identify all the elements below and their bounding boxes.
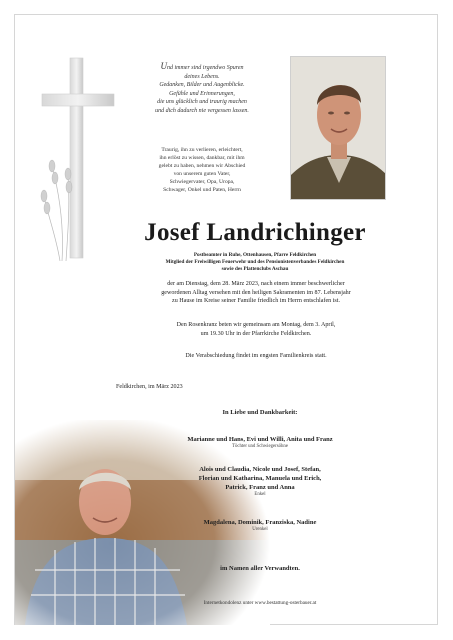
poem-line-4: die uns glücklich und traurig machen	[157, 99, 247, 106]
death-line: zu Hause im Kreise seiner Familie friedlich im Herrn entschlafen ist.	[171, 298, 341, 305]
tribute-line: Traurig, ihn zu verlieren, erleichtert,	[161, 147, 243, 153]
poem	[118, 62, 286, 116]
great-grandchildren-role: Urenkel	[252, 527, 268, 532]
tribute-line: Schwiegervater, Opa, Uropa,	[169, 179, 235, 186]
children-names: Marianne und Hans, Evi und Willi, Anita und Franz	[187, 436, 333, 443]
farewell-notice: Die Verabschiedung findet im engsten Familienkreis statt.	[185, 353, 327, 359]
cross-wheat-icon	[40, 56, 120, 266]
poem-line-1: deines Lebens.	[184, 73, 220, 80]
rosary-notice	[96, 321, 416, 338]
poem-line-0: nd immer sind irgendwo Spuren	[166, 65, 244, 71]
tribute-line: von unserem guten Vater,	[173, 171, 231, 178]
tribute-line: Schwager, Onkel und Paten, Herrn	[163, 187, 241, 194]
tribute-line: ihn erlöst zu wissen, dankbar, mit ihm	[159, 155, 245, 162]
grandchildren-line: Patrick, Franz und Anna	[225, 484, 295, 491]
portrait-image	[291, 57, 386, 200]
tribute-text	[118, 146, 286, 195]
family-children	[110, 435, 410, 450]
children-role: Töchter und Schwiegersöhne	[232, 444, 288, 449]
poem-line-3: Gefühle und Erinnerungen,	[169, 90, 235, 97]
poem-dropcap: U	[160, 61, 167, 71]
relatives-line: im Namen aller Verwandten.	[220, 565, 300, 572]
rosary-line: um 19.30 Uhr in der Pfarrkirche Feldkirchen.	[200, 330, 312, 337]
family-grandchildren	[110, 465, 410, 498]
grandchildren-role: Enkel	[254, 492, 266, 497]
poem-line-5: und dich dadurch nie vergessen lassen.	[155, 107, 249, 114]
poem-line-2: Gedanken, Bilder und Augenblicke.	[159, 82, 245, 89]
gratitude-heading: In Liebe und Dankbarkeit:	[222, 409, 298, 416]
affiliation	[100, 252, 410, 274]
poem-first-line	[118, 62, 286, 73]
grandchildren-line: Florian und Katharina, Manuela und Erich,	[198, 475, 322, 482]
affiliation-line: Postbeamter in Ruhe, Ottenhausen, Pfarre Feldkirchen	[193, 252, 317, 258]
rosary-line: Den Rosenkranz beten wir gemeinsam am Montag, dem 3. April,	[176, 322, 336, 328]
deceased-name: Josef Landrichinger	[144, 219, 366, 246]
place-date: Feldkirchen, im März 2023	[116, 384, 183, 390]
death-line: der am Dienstag, dem 28. März 2023, nach einem immer beschwerlicher	[167, 281, 345, 287]
great-grandchildren-names: Magdalena, Dominik, Franziska, Nadine	[203, 519, 317, 526]
condolence-footer: Internetkondolenz unter www.bestattung-osterbauer.at	[203, 600, 317, 606]
family-great-grandchildren	[110, 518, 410, 533]
death-notice	[96, 280, 416, 306]
death-line: gewordenen Alltag versehen mit den heiligen Sakramenten im 87. Lebensjahr	[161, 289, 351, 296]
tribute-line: gelebt zu haben, nehmen wir Abschied	[158, 163, 246, 170]
grandchildren-line: Alois und Claudia, Nicole und Josef, Stefan,	[199, 466, 321, 473]
affiliation-line: sowie des Plattenclubs Aschau	[221, 266, 289, 273]
affiliation-line: Mitglied der Freiwilligen Feuerwehr und des Pensionistenverbandes Feldkirchen	[165, 259, 345, 266]
portrait-photo	[290, 56, 386, 200]
